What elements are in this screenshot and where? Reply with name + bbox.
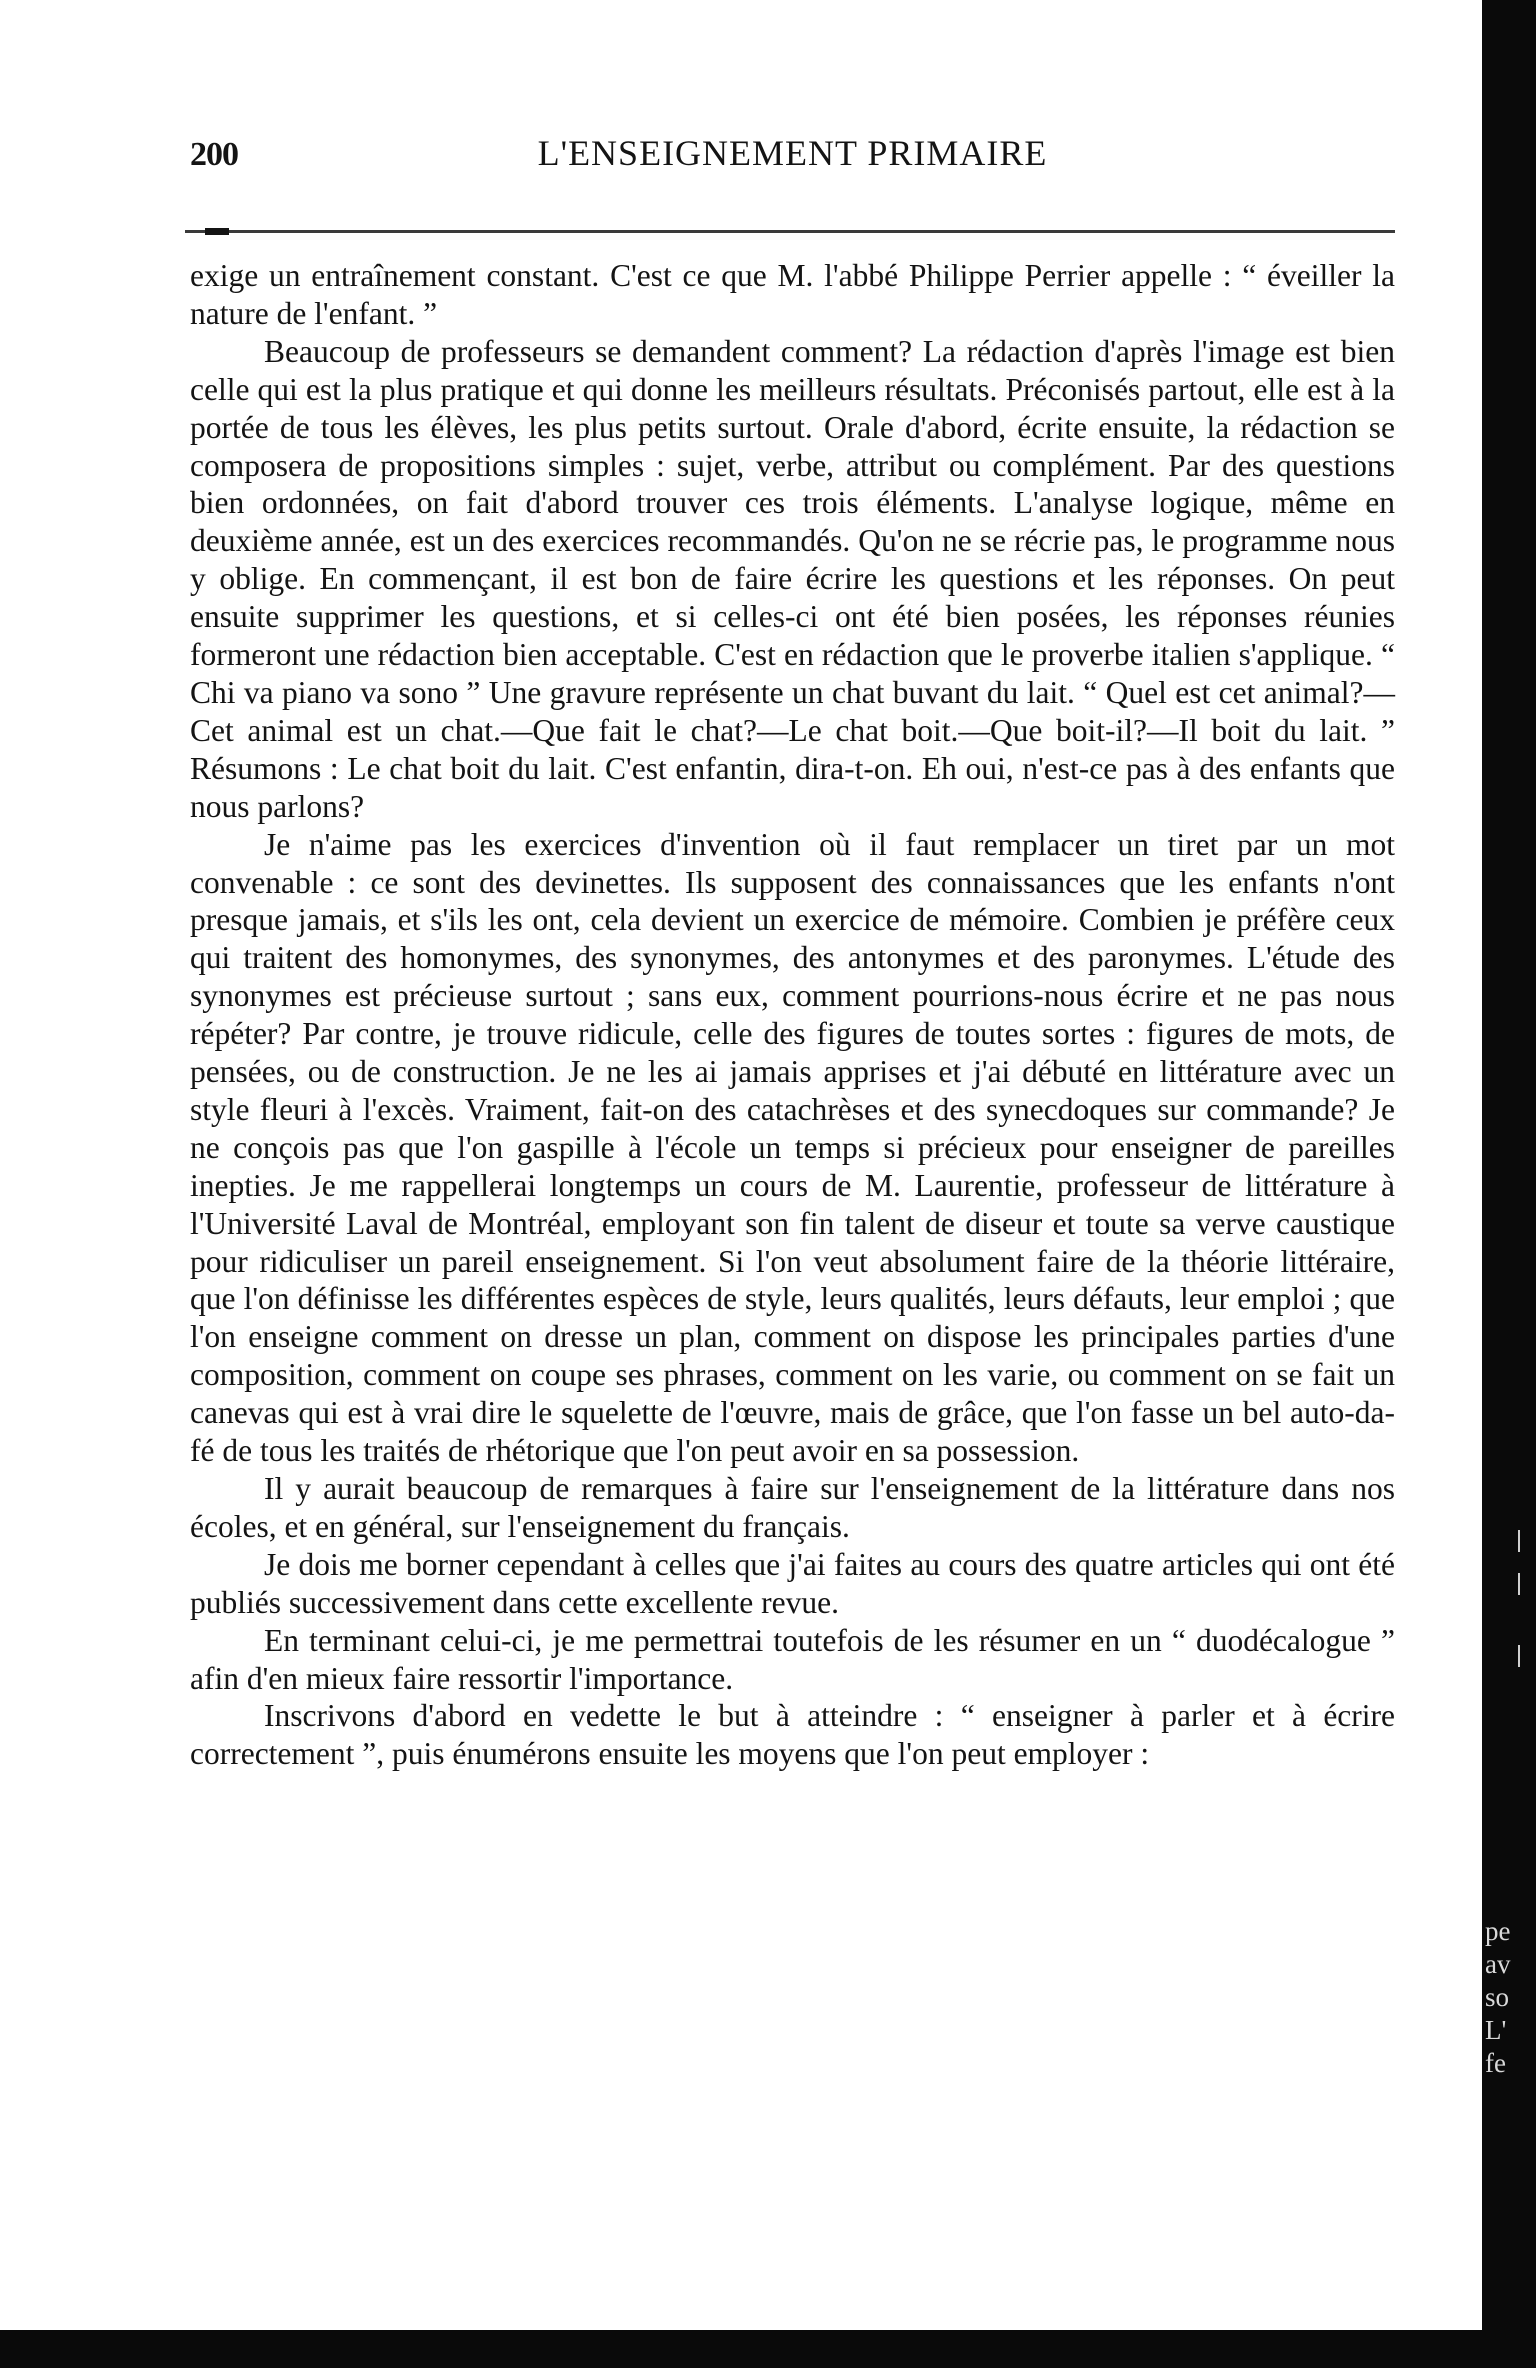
edge-tick — [1518, 1530, 1520, 1552]
paragraph: exige un entraînement constant. C'est ce que M. l'abbé Philippe Perrier appelle : “ éveiller la nature de l'enfant. ” — [190, 258, 1395, 331]
running-title: L'ENSEIGNEMENT PRIMAIRE — [537, 133, 1048, 173]
scan-bottom-edge — [0, 2330, 1536, 2368]
paragraph: Je dois me borner cependant à celles que j'ai faites au cours des quatre articles qui ont été publiés successivement dans cette excellente revue. — [190, 1546, 1395, 1620]
paragraph: Il y aurait beaucoup de remarques à faire sur l'enseignement de la littérature dans nos écoles, et en général, sur l'enseignement du français. — [190, 1471, 1395, 1544]
header-rule-mark — [205, 228, 229, 235]
next-page-text-fragments — [1485, 1915, 1536, 2080]
header-rule — [185, 230, 1395, 233]
margin-fragment: so — [1485, 1982, 1510, 2012]
page-number: 200 — [190, 136, 238, 173]
margin-fragment: fe — [1485, 2048, 1506, 2078]
margin-fragment: av — [1485, 1949, 1511, 1979]
paragraph: Je n'aime pas les exercices d'invention où il faut remplacer un tiret par un mot convenable : ce sont des devinettes. Ils supposent des connaissances que les enfants n'ont presque jamais, et s'ils les ont, cela devient un exercice de mémoire. Combien je préfère ceux qui traitent des homonymes, des synonymes, des antonymes et des paronymes. L'étude des synonymes est précieuse surtout ; sans eux, comment pourrions-nous écrire et ne pas nous répéter? Par contre, je trouve ridicule, celle des figures de toutes sortes : figures de mots, de pensées, ou de construction. Je ne les ai jamais apprises et j'ai débuté en littérature avec un style fleuri à l'excès. Vraiment, fait-on des catachrèses et des synecdoques sur commande? Je ne conçois pas que l'on gaspille à l'école un temps si précieux pour enseigner de pareilles inepties. Je me rappellerai longtemps un cours de M. Laurentie, professeur de littérature à l'Université Laval de Montréal, employant son fin talent de diseur et toute sa verve caustique pour ridiculiser un pareil enseignement. Si l'on veut absolument faire de la théorie littéraire, que l'on définisse les différentes espèces de style, leurs qualités, leurs défauts, leur emploi ; que l'on enseigne comment on dresse un plan, comment on dispose les principales parties d'une composition, comment on coupe ses phrases, comment on les varie, ou comment on se fait un canevas qui est à vrai dire le squelette de l'œuvre, mais de grâce, que l'on fasse un bel auto-da-fé de tous les traités de rhétorique que l'on peut avoir en sa possession. — [190, 826, 1395, 1469]
margin-fragment: pe — [1485, 1916, 1511, 1946]
edge-tick — [1518, 1645, 1520, 1667]
body-text — [190, 257, 1395, 1773]
margin-fragment: L' — [1485, 2015, 1507, 2045]
paragraph: Inscrivons d'abord en vedette le but à atteindre : “ enseigner à parler et à écrire correctement ”, puis énumérons ensuite les moyens que l'on peut employer : — [190, 1698, 1395, 1772]
edge-tick — [1518, 1573, 1520, 1595]
page-header — [190, 132, 1395, 182]
paragraph: Beaucoup de professeurs se demandent comment? La rédaction d'après l'image est bien celle qui est la plus pratique et qui donne les meilleurs résultats. Préconisés partout, elle est à la portée de tous les élèves, les plus petits surtout. Orale d'abord, écrite ensuite, la rédaction se composera de propositions simples : sujet, verbe, attribut ou complément. Par des questions bien ordonnées, on fait d'abord trouver ces trois éléments. L'analyse logique, même en deuxième année, est un des exercices recommandés. Qu'on ne se récrie pas, le programme nous y oblige. En commençant, il est bon de faire écrire les questions et les réponses. On peut ensuite supprimer les questions, et si celles-ci ont été bien posées, les réponses réunies formeront une rédaction bien acceptable. C'est en rédaction que le proverbe italien s'applique. “ Chi va piano va sono ” Une gravure représente un chat buvant du lait. “ Quel est cet animal?—Cet animal est un chat.—Que fait le chat?—Le chat boit.—Que boit-il?—Il boit du lait. ” Résumons : Le chat boit du lait. C'est enfantin, dira-t-on. Eh oui, n'est-ce pas à des enfants que nous parlons? — [190, 333, 1395, 824]
paragraph: En terminant celui-ci, je me permettrai toutefois de les résumer en un “ duodécalogue ” afin d'en mieux faire ressortir l'importance. — [190, 1622, 1395, 1696]
